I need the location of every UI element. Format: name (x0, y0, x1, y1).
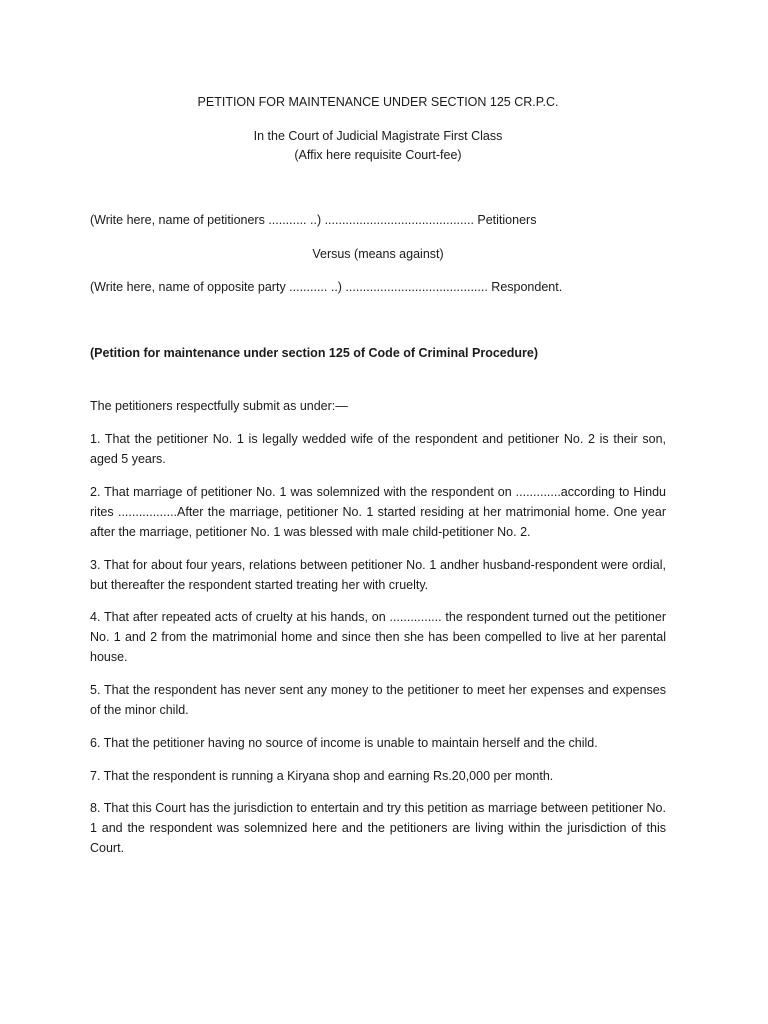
petitioners-line: (Write here, name of petitioners ........... ..) ........................................... Petitioners (90, 213, 537, 227)
paragraph-7: 7. That the respondent is running a Kiryana shop and earning Rs.20,000 per month. (90, 769, 554, 783)
court-fee-note: (Affix here requisite Court-fee) (294, 148, 462, 162)
paragraph-4: 4. That after repeated acts of cruelty at his hands, on ............... the respondent turned out the petitioner No. 1 and 2 from the matrimonial home and since then she has been compelled to live at her parental house. (90, 610, 666, 664)
paragraph-1: 1. That the petitioner No. 1 is legally wedded wife of the respondent and petitioner No. 2 is their son, aged 5 years. (90, 432, 666, 466)
respondent-line: (Write here, name of opposite party ........... ..) ......................................... Respondent. (90, 280, 563, 294)
paragraph-2: 2. That marriage of petitioner No. 1 was solemnized with the respondent on .............according to Hindu rites .................After the marriage, petitioner No. 1 started residing at her matrimonial home. One year after the marriage, petitioner No. 1 was blessed with male child-petitioner No. 2. (90, 485, 666, 539)
paragraph-6: 6. That the petitioner having no source of income is unable to maintain herself and the child. (90, 736, 598, 750)
paragraph-3: 3. That for about four years, relations between petitioner No. 1 andher husband-respondent were ordial, but thereafter the respondent started treating her with cruelty. (90, 558, 666, 592)
versus-line: Versus (means against) (312, 247, 444, 261)
court-name: In the Court of Judicial Magistrate First Class (253, 129, 503, 143)
petition-subject: (Petition for maintenance under section 125 of Code of Criminal Procedure) (90, 346, 538, 360)
paragraph-5: 5. That the respondent has never sent any money to the petitioner to meet her expenses and expenses of the minor child. (90, 683, 666, 717)
intro-text: The petitioners respectfully submit as under:— (90, 399, 348, 413)
document-title: PETITION FOR MAINTENANCE UNDER SECTION 125 CR.P.C. (197, 95, 559, 109)
paragraph-8: 8. That this Court has the jurisdiction to entertain and try this petition as marriage between petitioner No. 1 and the respondent was solemnized here and the petitioners are living within the jurisdiction of this Court. (90, 801, 666, 855)
